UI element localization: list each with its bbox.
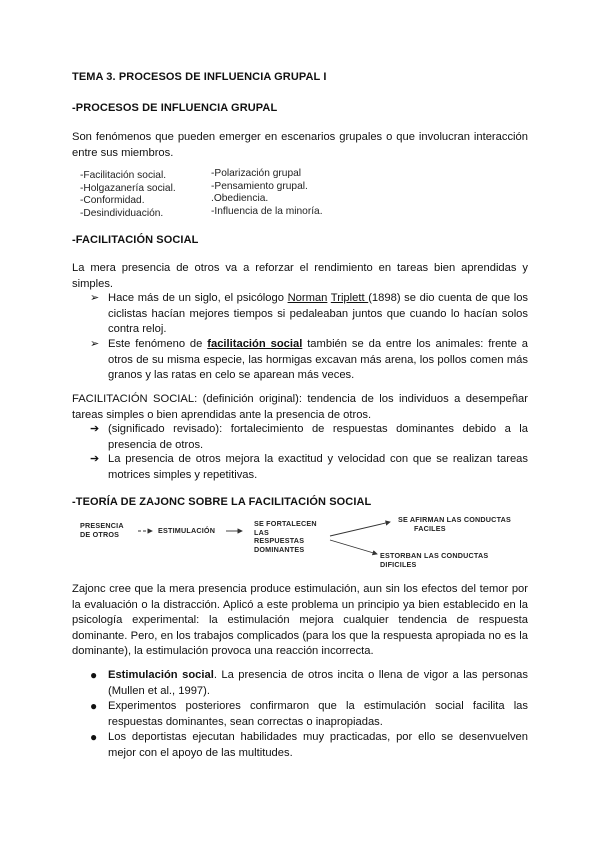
arrowhead-bullet-icon: ➢: [90, 338, 100, 350]
diagram-node-respuestas: SE FORTALECEN LAS RESPUESTAS DOMINANTES: [254, 519, 317, 554]
definition-item-motrices: [90, 452, 528, 483]
page-title: TEMA 3. PROCESOS DE INFLUENCIA GRUPAL I: [72, 71, 327, 83]
arrow-right-icon: ➔: [90, 453, 100, 465]
section-intro-facilitacion: La mera presencia de otros va a reforzar el rendimiento en tareas bien aprendidas y simples.: [72, 262, 528, 290]
bullet-item-experimentos: [90, 699, 528, 730]
bullet-item-text: Estimulación social. La presencia de otros incita o llena de vigor a las personas (Mullen et al., 1997).: [108, 669, 528, 697]
definition-item-text: La presencia de otros mejora la exactitud y velocidad con que se realizan tareas motrices simples y repetitivas.: [108, 453, 528, 481]
section-heading-facilitacion: -FACILITACIÓN SOCIAL: [72, 234, 199, 246]
bullet-item-text: Experimentos posteriores confirmaron que la estimulación social facilita las respuestas dominantes, sean correctas o inapropiadas.: [108, 700, 528, 728]
list-item: .Obediencia.: [211, 193, 269, 204]
bullet-dot-icon: ●: [90, 730, 98, 744]
zajonc-paragraph: Zajonc cree que la mera presencia produce estimulación, aun sin los efectos del temor por la evaluación o la distracción. Aplicó a este problema un principio ya bien establecido en la psicología experimental: la estimulación mejora cualquier tendencia de respuesta dominante. Pero, en los trabajos complicados (para los que la respuesta apropiada no es la dominante), la estimulación provoca una reacción incorrecta.: [72, 583, 528, 657]
bullet-dot-icon: ●: [90, 699, 98, 713]
arrow-respuestas-estorban: [330, 540, 377, 554]
arrow-item-text: Hace más de un siglo, el psicólogo Norman Triplett (1898) se dio cuenta de que los ciclistas hacían mejores tiempos si pedaleaban juntos que cuando lo hacían solos contra reloj.: [108, 292, 529, 335]
diagram-node-afirman: SE AFIRMAN LAS CONDUCTAS FACILES: [398, 515, 512, 533]
bullet-dot-icon: ●: [90, 668, 98, 682]
bullet-item-estimulacion: [90, 668, 528, 699]
arrowhead-bullet-icon: ➢: [90, 292, 100, 304]
definition-item-text: (significado revisado): fortalecimiento de respuestas dominantes debido a la presencia de otros.: [108, 423, 528, 451]
diagram-node-presencia: PRESENCIA DE OTROS: [80, 521, 124, 539]
definition-item-revisado: [90, 422, 528, 453]
diagram-node-estimulacion: ESTIMULACIÓN: [158, 526, 216, 535]
arrow-item-text: Este fenómeno de facilitación social también se da entre los animales: frente a otros de su misma especie, las hormigas excavan más arena, los pollos comen más granos y las ratas en celo se aparean más veces.: [108, 338, 528, 381]
arrow-item-animales: [90, 337, 528, 383]
section-intro-procesos: Son fenómenos que pueden emerger en escenarios grupales o que involucran interacción entre sus miembros.: [72, 131, 528, 159]
arrow-right-icon: ➔: [90, 423, 100, 435]
list-item: -Influencia de la minoría.: [211, 205, 323, 217]
bullet-item-text: Los deportistas ejecutan habilidades muy practicadas, por ello se desenvuelven mejor con el apoyo de las multitudes.: [108, 731, 528, 759]
list-item: -Desindividuación.: [80, 207, 164, 219]
list-item: -Conformidad.: [80, 195, 145, 206]
section-heading-procesos: -PROCESOS DE INFLUENCIA GRUPAL: [72, 102, 278, 114]
process-list-right: [211, 168, 323, 218]
bullet-item-deportistas: [90, 730, 528, 761]
bold-term-facilitacion: facilitación social: [207, 338, 303, 350]
underlined-name-triplett: Triplett: [330, 292, 369, 304]
underlined-name-norman: Norman: [287, 292, 328, 304]
process-list-left: [80, 170, 176, 220]
list-item: -Pensamiento grupal.: [211, 180, 308, 192]
list-item: -Holgazanería social.: [80, 182, 176, 194]
arrow-respuestas-afirman: [330, 522, 390, 536]
list-item: -Polarización grupal: [211, 168, 302, 179]
arrow-item-triplett: [90, 291, 528, 337]
list-item: -Facilitación social.: [80, 170, 167, 181]
zajonc-diagram: [72, 514, 528, 574]
section-heading-zajonc: -TEORÍA DE ZAJONC SOBRE LA FACILITACIÓN SOCIAL: [72, 496, 372, 508]
definition-paragraph: FACILITACIÓN SOCIAL: (definición original): tendencia de los individuos a desempeñar tareas simples o bien aprendidas ante la presencia de otros.: [72, 393, 528, 421]
diagram-node-estorban: ESTORBAN LAS CONDUCTAS DIFICILES: [380, 551, 489, 569]
